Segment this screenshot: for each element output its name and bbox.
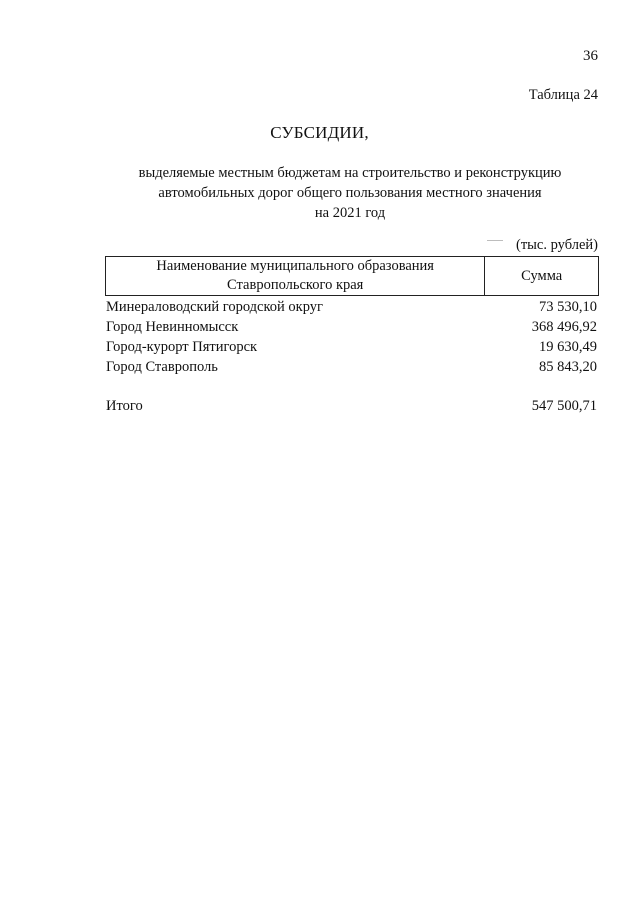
page-number: 36 <box>583 48 598 64</box>
subtitle-line: на 2021 год <box>314 205 386 221</box>
document-subtitle <box>60 163 639 223</box>
total-label: Итого <box>106 398 143 414</box>
subtitle-line: автомобильных дорог общего пользования местного значения <box>158 185 542 201</box>
subsidy-amount: 19 630,49 <box>539 339 597 355</box>
table-row <box>106 317 597 337</box>
municipality-name: Город-курорт Пятигорск <box>106 339 258 355</box>
subsidy-amount: 85 843,20 <box>539 359 597 375</box>
table-row <box>106 297 597 317</box>
subsidy-amount: 368 496,92 <box>531 319 597 335</box>
total-amount: 547 500,71 <box>531 398 597 414</box>
table-row <box>106 337 597 357</box>
header-name-line: Наименование муниципального образования <box>156 258 434 274</box>
table-header-row <box>106 257 599 296</box>
scan-mark <box>487 240 503 241</box>
table-row <box>106 357 597 377</box>
subsidy-table-header <box>105 256 599 296</box>
table-body <box>106 297 597 377</box>
table-label: Таблица 24 <box>528 87 598 103</box>
unit-note: (тыс. рублей) <box>516 237 598 253</box>
municipality-name: Город Невинномысск <box>106 319 239 335</box>
subtitle-line: выделяемые местным бюджетам на строительство и реконструкцию <box>138 165 562 181</box>
municipality-name: Город Ставрополь <box>106 359 218 375</box>
header-name-line: Ставропольского края <box>227 277 364 293</box>
header-municipality-name <box>106 257 485 296</box>
header-sum: Сумма <box>485 257 599 296</box>
document-title: СУБСИДИИ, <box>270 123 369 142</box>
municipality-name: Минераловодский городской округ <box>106 299 323 315</box>
subsidy-amount: 73 530,10 <box>539 299 597 315</box>
total-row <box>106 396 597 416</box>
